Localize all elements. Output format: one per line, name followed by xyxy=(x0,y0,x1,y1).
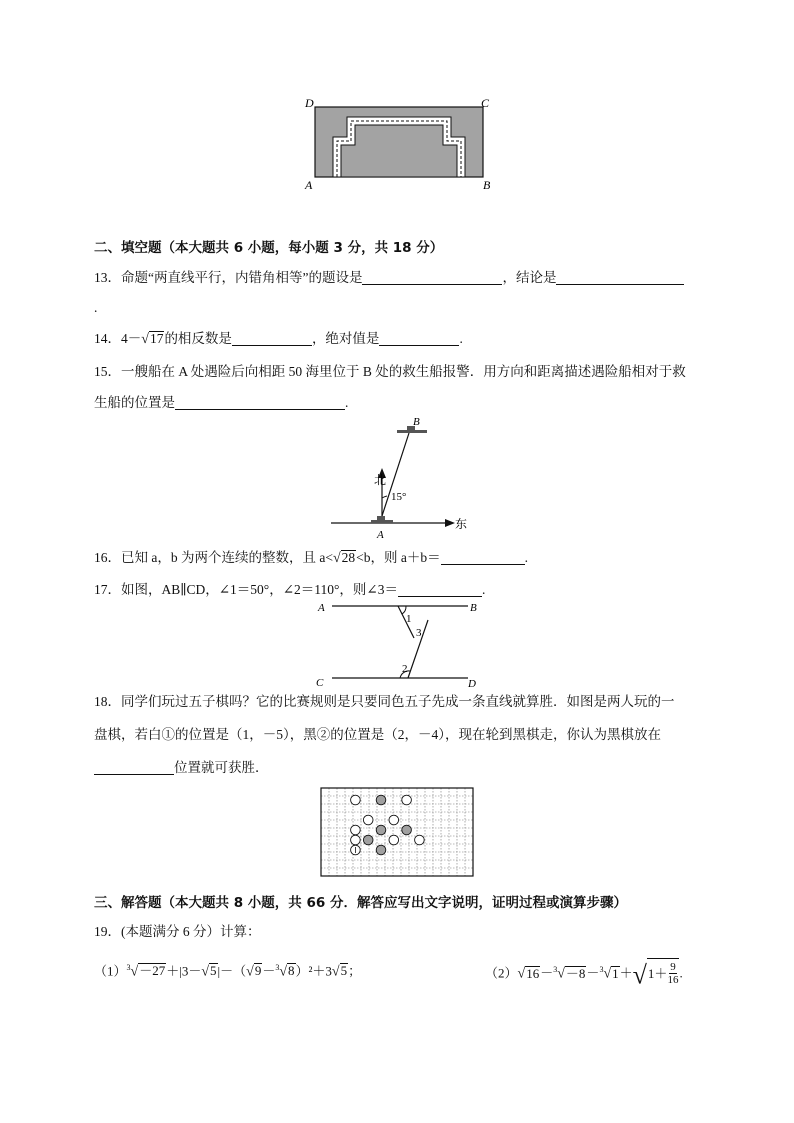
q18-blank[interactable] xyxy=(94,760,174,775)
q13-text: 13．命题“两直线平行，内错角相等”的题设是 xyxy=(94,270,363,285)
q19-p1-r5: 5 xyxy=(340,963,348,979)
frac-num: 9 xyxy=(670,961,676,973)
black-stone xyxy=(363,835,373,845)
q14-radicand: 17 xyxy=(149,331,164,346)
label-B: B xyxy=(470,602,477,614)
q16-blank[interactable] xyxy=(441,550,525,565)
q15-line2-text: 生船的位置是 xyxy=(94,395,175,410)
q19-p1-r4: 8 xyxy=(288,963,295,979)
q19-p2-one: 1＋ xyxy=(647,965,668,981)
label-C: C xyxy=(316,677,324,689)
q19-p2-m1: － xyxy=(540,965,554,981)
gomoku-board xyxy=(320,787,474,877)
q16-end: . xyxy=(524,550,529,565)
q13-mid: ，结论是 xyxy=(502,270,557,285)
q19-p1-r3: 9 xyxy=(254,963,262,979)
white-stone xyxy=(363,815,373,825)
direction-figure xyxy=(325,412,475,544)
q16-prefix: 16．已知 a，b 为两个连续的整数，且 a< xyxy=(94,550,333,565)
q19-p2-label: （2） xyxy=(485,965,518,981)
white-stone xyxy=(389,835,399,845)
question-14: 14．4－√17的相反数是 ，绝对值是 . xyxy=(94,331,463,347)
q17-text: 17．如图，AB∥CD，∠1＝50°，∠2＝110°，则∠3＝ xyxy=(94,582,398,597)
black-stone xyxy=(376,825,386,835)
q15-end: . xyxy=(345,395,349,410)
q19-title: 19．(本题满分 6 分）计算： xyxy=(94,924,261,939)
black-stone xyxy=(376,795,386,805)
q19-p1-minus: － xyxy=(262,963,276,979)
label-B: B xyxy=(483,178,491,192)
white-stone xyxy=(389,815,399,825)
q19-p2-r1: 16 xyxy=(526,965,540,981)
q14-end: . xyxy=(459,331,463,346)
q19-part-2: （2）√16－$^3$√－8－$^3$√1＋√ 1＋ $\frac{9}{16}$ . xyxy=(485,958,683,986)
q19-p2-r3: 1 xyxy=(612,965,619,981)
q14-mid2: ，绝对值是 xyxy=(311,331,380,346)
q19-p2-m2: － xyxy=(586,965,600,981)
q15-blank[interactable] xyxy=(175,395,345,410)
frac-den: 16 xyxy=(667,974,679,986)
q18-line1: 18．同学们玩过五子棋吗？它的比赛规则是只要同色五子先成一条直线就算胜．如图是两人玩的一 xyxy=(94,694,675,709)
question-17 xyxy=(94,580,485,600)
q18-line3-text: 位置就可获胜． xyxy=(174,760,269,775)
cube-index: 3 xyxy=(275,963,280,972)
angle-1: 1 xyxy=(406,613,412,625)
black-stone xyxy=(402,825,412,835)
frame-figure xyxy=(295,95,505,195)
question-16: 16．已知 a，b 为两个连续的整数，且 a<√28<b，则 a＋b＝ . xyxy=(94,550,529,566)
section-2-title: 二、填空题（本大题共 6 小题，每小题 3 分，共 18 分） xyxy=(94,240,444,256)
q19-p1-semi: ； xyxy=(348,963,362,979)
q13-end: . xyxy=(94,300,98,315)
label-B: B xyxy=(413,416,420,428)
parallel-lines-figure xyxy=(310,598,490,690)
q19-p2-r2: －8 xyxy=(565,965,586,981)
q19-p2-big-radicand xyxy=(647,958,683,986)
angle-3: 3 xyxy=(416,627,422,639)
q19-p1-r1: －27 xyxy=(139,963,166,979)
q14-mid: 的相反数是 xyxy=(164,331,232,346)
q18-line3 xyxy=(94,758,269,778)
q13-blank-2[interactable] xyxy=(556,270,684,285)
angle-2: 2 xyxy=(402,663,408,675)
q17-blank[interactable] xyxy=(398,582,482,597)
angle-label: 15° xyxy=(391,491,407,503)
cube-index: 3 xyxy=(553,965,558,975)
cube-index: 3 xyxy=(599,965,604,975)
section-3-title: 三、解答题（本大题共 8 小题，共 66 分．解答应写出文字说明，证明过程或演算步骤） xyxy=(94,895,627,911)
white-stone xyxy=(351,835,361,845)
label-A: A xyxy=(305,178,313,192)
black-stone xyxy=(376,845,386,855)
q13-blank-1[interactable] xyxy=(362,270,502,285)
q17-end: . xyxy=(481,582,486,597)
cube-index: 3 xyxy=(126,963,131,972)
white-stone xyxy=(351,795,361,805)
q16-radicand: 28 xyxy=(341,550,356,565)
white-stone xyxy=(402,795,412,805)
label-A: A xyxy=(318,602,325,614)
q16-mid: <b，则 a＋b＝ xyxy=(356,550,441,565)
q14-prefix: 14．4－ xyxy=(94,331,142,346)
question-13 xyxy=(94,268,684,288)
white-stone xyxy=(415,835,425,845)
q15-line1: 15．一艘船在 A 处遇险后向相距 50 海里位于 B 处的救生船报警．用方向和距离描述遇险船相对于救 xyxy=(94,364,686,379)
label-D: D xyxy=(468,678,476,690)
q19-p1-label: （1） xyxy=(94,963,127,979)
q19-p1-mid2: |－（ xyxy=(217,963,247,979)
q19-p2-m3: ＋ xyxy=(619,965,633,981)
label-C: C xyxy=(481,96,490,110)
east-label: 东 xyxy=(455,517,468,531)
q19-p2-end: . xyxy=(679,965,683,981)
label-D: D xyxy=(305,96,314,110)
q18-line2: 盘棋，若白①的位置是（1，－5），黑②的位置是（2，－4），现在轮到黑棋走，你认为黑棋放在 xyxy=(94,727,661,742)
q19-p1-mid1: ＋|3－ xyxy=(166,963,202,979)
q14-blank-2[interactable] xyxy=(379,331,459,346)
inner-block xyxy=(341,125,457,177)
q15-line2 xyxy=(94,393,348,413)
q14-blank-1[interactable] xyxy=(232,331,312,346)
white-stone xyxy=(351,825,361,835)
q19-part-1: $(1)^3√-27+|3-√5|-(√9-^3√8)^2+3√5$； xyxy=(94,963,362,980)
north-label: 北 xyxy=(374,473,387,487)
q19-p1-end: ）²＋3 xyxy=(295,963,332,979)
q19-p1-r2: 5 xyxy=(210,963,217,979)
label-A: A xyxy=(377,529,384,541)
